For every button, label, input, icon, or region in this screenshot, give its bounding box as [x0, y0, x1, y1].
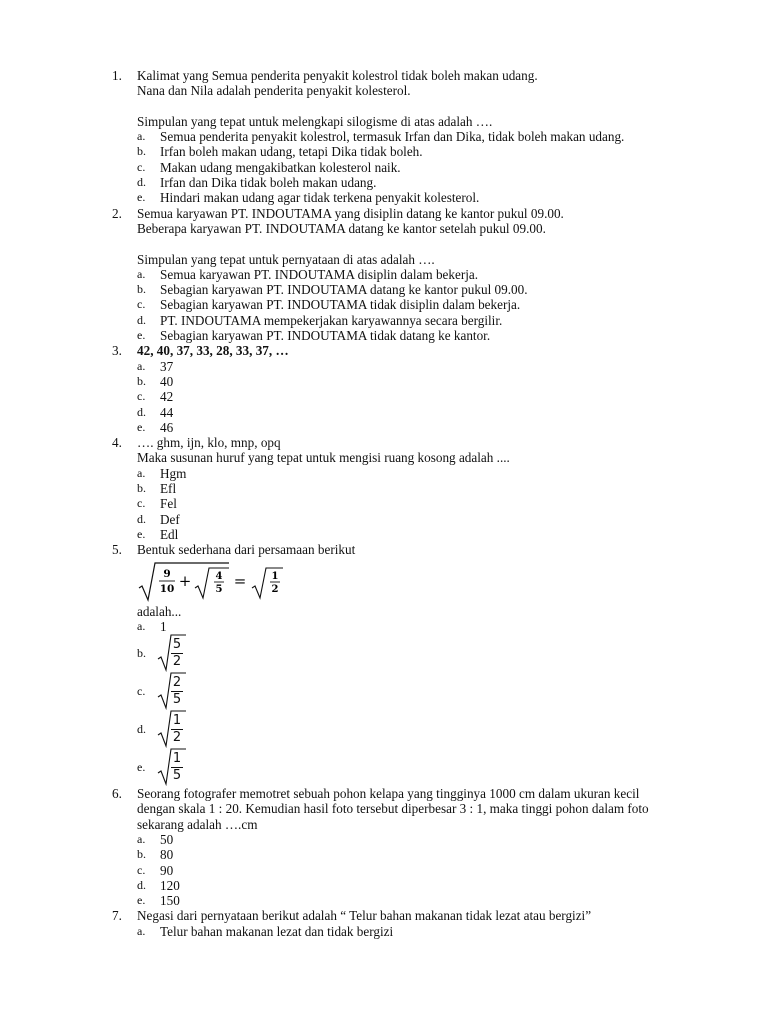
option-d[interactable] — [137, 313, 768, 328]
option-label: e. — [137, 760, 146, 775]
question-text: Beberapa karyawan PT. INDOUTAMA datang ke kantor setelah pukul 09.00. — [137, 220, 546, 236]
option-label: a. — [137, 465, 146, 480]
fraction-numerator: 5 — [172, 637, 182, 653]
option-e[interactable] — [137, 328, 768, 343]
option-label: e. — [137, 526, 146, 541]
option-text: Telur bahan makanan lezat dan tidak bergizi — [160, 923, 394, 939]
question-1 — [0, 68, 768, 206]
question-3 — [0, 343, 768, 435]
option-label: a. — [137, 618, 146, 633]
question-number: 5. — [112, 542, 122, 558]
option-label: d. — [137, 404, 146, 419]
fraction-numerator: 2 — [172, 675, 182, 691]
option-text: PT. INDOUTAMA mempekerjakan karyawannya secara bergilir. — [160, 312, 503, 328]
option-a[interactable] — [137, 832, 768, 847]
root-fraction — [157, 634, 187, 672]
option-text: Sebagian karyawan PT. INDOUTAMA tidak datang ke kantor. — [160, 328, 491, 344]
option-text: Semua penderita penyakit kolestrol, termasuk Irfan dan Dika, tidak boleh makan udang. — [160, 129, 625, 145]
option-e[interactable] — [137, 748, 768, 786]
option-text: 44 — [160, 404, 174, 420]
option-c[interactable] — [137, 672, 768, 710]
option-label: b. — [137, 847, 146, 862]
question-text: dengan skala 1 : 20. Kemudian hasil foto tersebut diperbesar 3 : 1, maka tinggi pohon dalam foto — [137, 801, 649, 817]
option-label: c. — [137, 297, 146, 312]
fraction — [170, 637, 184, 669]
option-c[interactable] — [137, 297, 768, 312]
option-text: Irfan dan Dika tidak boleh makan udang. — [160, 175, 377, 191]
question-text: Semua karyawan PT. INDOUTAMA yang disiplin datang ke kantor pukul 09.00. — [137, 205, 564, 221]
option-label: a. — [137, 129, 146, 144]
option-a[interactable] — [137, 466, 768, 481]
root-fraction — [157, 672, 187, 710]
fraction-denominator: 2 — [271, 583, 279, 595]
option-label: d. — [137, 312, 146, 327]
option-label: d. — [137, 175, 146, 190]
question-4 — [0, 435, 768, 542]
option-label: c. — [137, 862, 146, 877]
option-label: b. — [137, 373, 146, 388]
fraction — [170, 713, 184, 745]
option-e[interactable] — [137, 527, 768, 542]
option-text: Hindari makan udang agar tidak terkena penyakit kolesterol. — [160, 190, 480, 206]
question-number: 4. — [112, 435, 122, 451]
option-text: 150 — [160, 893, 180, 909]
question-prompt: Maka susunan huruf yang tepat untuk mengisi ruang kosong adalah .... — [137, 450, 510, 466]
option-label: b. — [137, 481, 146, 496]
option-text: Sebagian karyawan PT. INDOUTAMA datang ke kantor pukul 09.00. — [160, 282, 528, 298]
question-number: 2. — [112, 205, 122, 221]
question-text: sekarang adalah ….cm — [137, 816, 258, 832]
blank-line — [137, 236, 768, 251]
letter-sequence: …. ghm, ijn, klo, mnp, opq — [137, 435, 281, 451]
question-number: 7. — [112, 908, 122, 924]
fraction-numerator: 1 — [172, 751, 182, 767]
option-text: 40 — [160, 373, 174, 389]
option-text: Sebagian karyawan PT. INDOUTAMA tidak disiplin dalam bekerja. — [160, 297, 521, 313]
option-label: c. — [137, 496, 146, 511]
option-d[interactable] — [137, 175, 768, 190]
fraction — [170, 751, 184, 783]
root-fraction — [157, 748, 187, 786]
question-number: 3. — [112, 343, 122, 359]
fraction-denominator: 2 — [172, 730, 182, 746]
option-text: Efl — [160, 481, 177, 497]
option-e[interactable] — [137, 893, 768, 908]
option-text: Semua karyawan PT. INDOUTAMA disiplin dalam bekerja. — [160, 266, 479, 282]
option-label: a. — [137, 923, 146, 938]
option-label: a. — [137, 358, 146, 373]
option-a[interactable] — [137, 267, 768, 282]
option-d[interactable] — [137, 878, 768, 893]
option-label: e. — [137, 190, 146, 205]
question-6 — [0, 786, 768, 908]
option-text: 42 — [160, 389, 174, 405]
option-label: c. — [137, 389, 146, 404]
option-c[interactable] — [137, 863, 768, 878]
question-number: 6. — [112, 786, 122, 802]
option-a[interactable] — [137, 619, 768, 634]
question-text: Negasi dari pernyataan berikut adalah “ Telur bahan makanan tidak lezat atau bergizi” — [137, 908, 592, 924]
option-b[interactable] — [137, 144, 768, 159]
question-7 — [0, 908, 768, 939]
equals-sign: = — [233, 571, 247, 590]
option-b[interactable] — [137, 282, 768, 297]
option-label: e. — [137, 328, 146, 343]
option-text: Irfan boleh makan udang, tetapi Dika tidak boleh. — [160, 144, 423, 160]
option-b[interactable] — [137, 634, 768, 672]
option-b[interactable] — [137, 481, 768, 496]
option-label: c. — [137, 159, 146, 174]
option-label: b. — [137, 646, 146, 661]
option-b[interactable] — [137, 847, 768, 862]
option-text: Edl — [160, 526, 179, 542]
number-sequence: 42, 40, 37, 33, 28, 33, 37, … — [137, 343, 289, 359]
option-a[interactable] — [137, 924, 768, 939]
option-text: Hgm — [160, 465, 187, 481]
option-label: b. — [137, 144, 146, 159]
option-label: a. — [137, 266, 146, 281]
question-sheet — [0, 68, 768, 939]
plus-sign: + — [178, 571, 192, 590]
option-text: 1 — [160, 618, 167, 634]
option-label: a. — [137, 831, 146, 846]
option-e[interactable] — [137, 190, 768, 205]
fraction-numerator: 4 — [215, 570, 223, 582]
option-label: e. — [137, 893, 146, 908]
question-number: 1. — [112, 68, 122, 83]
option-text: 46 — [160, 419, 174, 435]
fraction-numerator: 1 — [172, 713, 182, 729]
option-text: 80 — [160, 847, 174, 863]
blank-line — [137, 99, 768, 114]
fraction-denominator: 2 — [172, 654, 182, 670]
fraction-denominator: 5 — [172, 692, 182, 708]
option-text: Def — [160, 511, 180, 527]
question-text: adalah... — [137, 603, 182, 619]
option-c[interactable] — [137, 496, 768, 511]
question-text: Seorang fotografer memotret sebuah pohon kelapa yang tingginya 1000 cm dalam ukuran kecil — [137, 786, 640, 802]
option-a[interactable] — [137, 359, 768, 374]
option-label: e. — [137, 419, 146, 434]
option-text: Makan udang mengakibatkan kolesterol naik. — [160, 159, 401, 175]
question-text: Kalimat yang Semua penderita penyakit kolestrol tidak boleh makan udang. — [137, 68, 538, 83]
option-b[interactable] — [137, 374, 768, 389]
option-label: d. — [137, 722, 146, 737]
root-fraction — [157, 710, 187, 748]
option-d[interactable] — [137, 405, 768, 420]
fraction-numerator: 9 — [163, 567, 171, 580]
fraction-denominator: 5 — [215, 583, 223, 595]
option-label: c. — [137, 684, 146, 699]
option-text: 120 — [160, 877, 180, 893]
fraction-denominator: 10 — [159, 582, 175, 595]
option-d[interactable] — [137, 512, 768, 527]
option-e[interactable] — [137, 420, 768, 435]
question-text: Nana dan Nila adalah penderita penyakit kolesterol. — [137, 83, 411, 99]
option-text: Fel — [160, 496, 177, 512]
fraction — [170, 675, 184, 707]
fraction-numerator: 1 — [271, 570, 279, 582]
question-prompt: Simpulan yang tepat untuk pernyataan di atas adalah …. — [137, 251, 435, 267]
question-5 — [0, 542, 768, 786]
option-text: 37 — [160, 358, 174, 374]
option-c[interactable] — [137, 389, 768, 404]
question-2 — [0, 206, 768, 344]
option-label: d. — [137, 511, 146, 526]
option-label: b. — [137, 282, 146, 297]
option-c[interactable] — [137, 160, 768, 175]
question-text: Bentuk sederhana dari persamaan berikut — [137, 542, 356, 558]
fraction-denominator: 5 — [172, 768, 182, 784]
option-d[interactable] — [137, 710, 768, 748]
option-label: d. — [137, 877, 146, 892]
option-a[interactable] — [137, 129, 768, 144]
equation-graphic — [137, 560, 307, 604]
radical-sign — [195, 568, 229, 598]
root-equation — [137, 560, 768, 604]
option-text: 90 — [160, 862, 174, 878]
option-text: 50 — [160, 831, 174, 847]
question-prompt: Simpulan yang tepat untuk melengkapi silogisme di atas adalah …. — [137, 113, 493, 129]
